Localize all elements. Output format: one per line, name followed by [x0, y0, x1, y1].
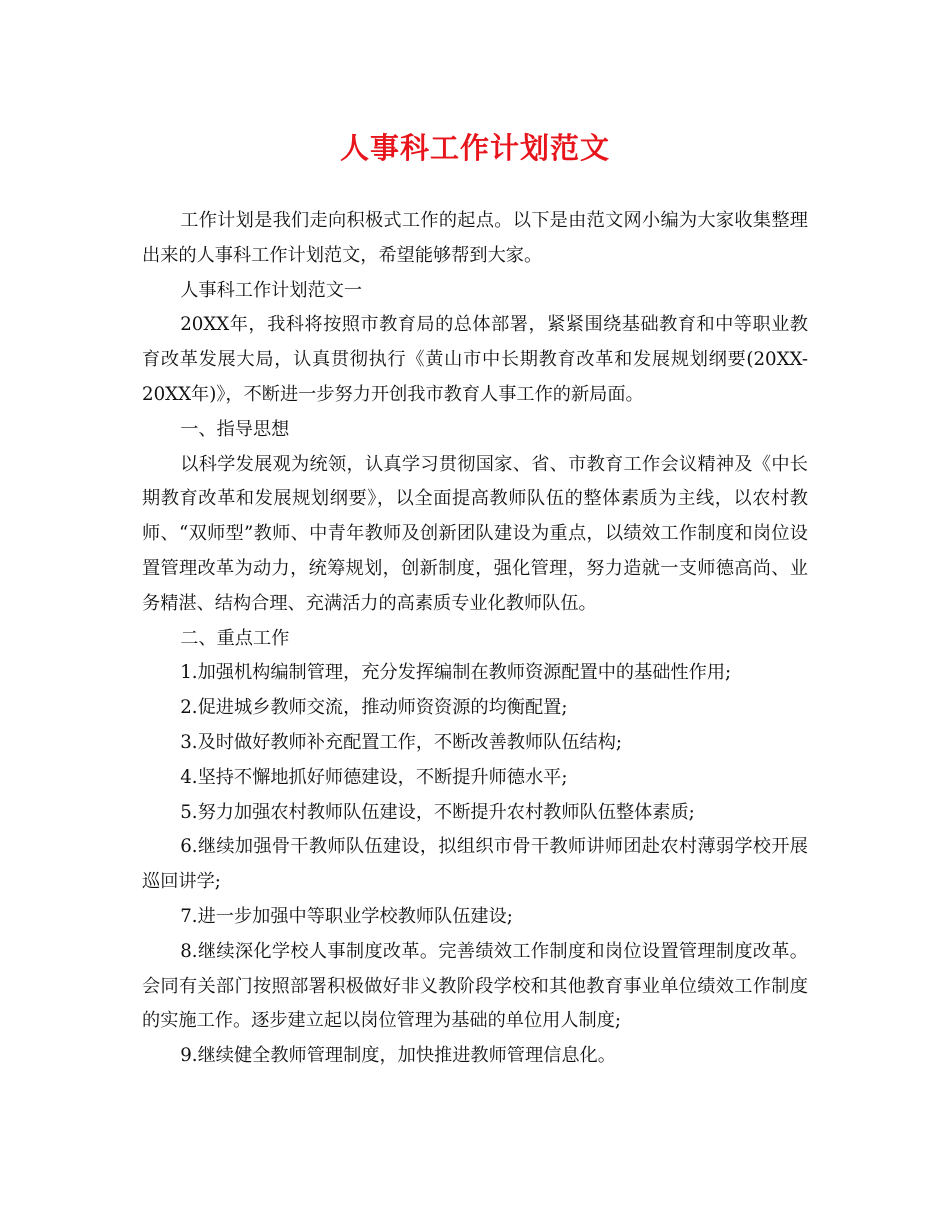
key-work-item: 5.努力加强农村教师队伍建设，不断提升农村教师队伍整体素质;: [180, 801, 695, 823]
section-heading-guiding-ideology: 一、指导思想: [180, 418, 290, 440]
key-work-item: 7.进一步加强中等职业学校教师队伍建设;: [180, 905, 513, 927]
intro-paragraph: 工作计划是我们走向积极式工作的起点。以下是由范文网小编为大家收集整理出来的人事科工作计划范文，希望能够帮到大家。: [142, 210, 808, 266]
key-work-item: 9.继续健全教师管理制度，加快推进教师管理信息化。: [180, 1045, 616, 1067]
overview-paragraph: 20XX年，我科将按照市教育局的总体部署，紧紧围绕基础教育和中等职业教育改革发展大局，认真贯彻执行《黄山市中长期教育改革和发展规划纲要(20XX-20XX年)》，不断进一步努力开创我市教育人事工作的新局面。: [142, 314, 808, 405]
section-heading-sample-one: 人事科工作计划范文一: [180, 279, 363, 301]
document-title: 人事科工作计划范文: [339, 131, 610, 165]
document-body: [142, 204, 808, 1074]
key-work-item: 8.继续深化学校人事制度改革。完善绩效工作制度和岗位设置管理制度改革。会同有关部门按照部署积极做好非义教阶段学校和其他教育事业单位绩效工作制度的实施工作。逐步建立起以岗位管理为基础的单位用人制度;: [142, 940, 808, 1032]
key-work-item: 4.坚持不懈地抓好师德建设，不断提升师德水平;: [180, 766, 568, 788]
key-work-item: 2.促进城乡教师交流，推动师资资源的均衡配置;: [180, 697, 568, 719]
key-work-item: 3.及时做好教师补充配置工作，不断改善教师队伍结构;: [180, 731, 623, 753]
section-heading-key-work: 二、重点工作: [180, 627, 290, 649]
key-work-item: 6.继续加强骨干教师队伍建设，拟组织市骨干教师讲师团赴农村薄弱学校开展巡回讲学;: [142, 836, 808, 893]
key-work-item: 1.加强机构编制管理，充分发挥编制在教师资源配置中的基础性作用;: [180, 662, 732, 684]
guiding-ideology-paragraph: 以科学发展观为统领，认真学习贯彻国家、省、市教育工作会议精神及《中长期教育改革和发展规划纲要》，以全面提高教师队伍的整体素质为主线，以农村教师、“双师型”教师、中青年教师及创新团队建设为重点，以绩效工作制度和岗位设置管理改革为动力，统筹规划，创新制度，强化管理，努力造就一支师德高尚、业务精湛、结构合理、充满活力的高素质专业化教师队伍。: [142, 453, 808, 614]
